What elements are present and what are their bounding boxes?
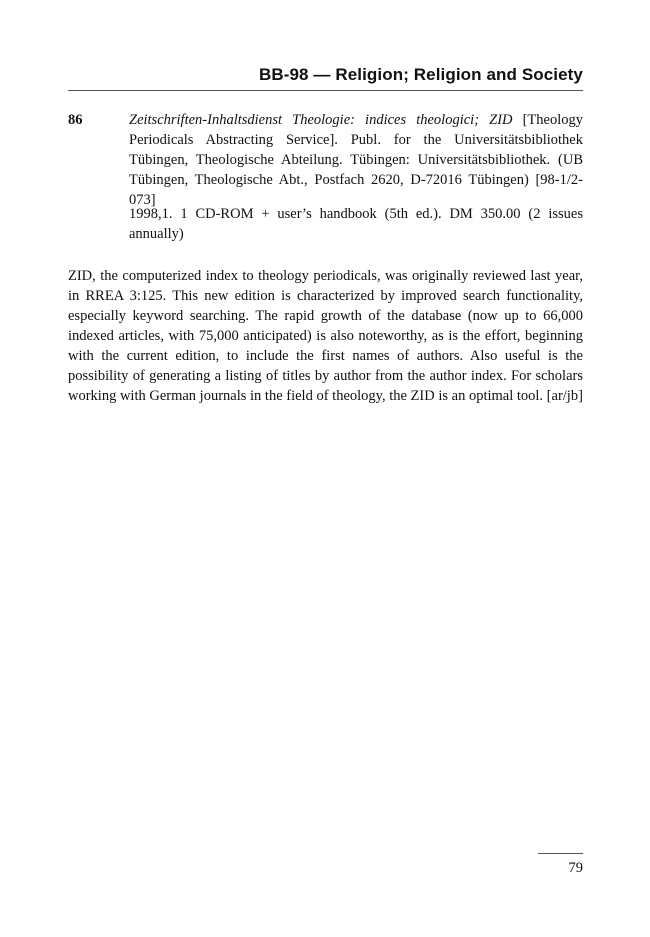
page-number: 79 <box>568 860 583 876</box>
entry-details: 1998,1. 1 CD-ROM + user’s handbook (5th ed.). DM 350.00 (2 issues annually) <box>129 206 583 242</box>
review-text: ZID, the computerized index to theology periodicals, was originally reviewed last year, in RREA 3:125. This new edition is characterized by improved search functionality, especially keyword searching. The rapid growth of the database (now up to 66,000 indexed articles, with 75,000 anticipated) is also noteworthy, as is the effort, beginning with the current edition, to include the first names of authors. Also useful is the possibility of generating a listing of titles by author from the author index. For scholars working with German journals in the field of theology, the ZID is an optimal tool. [ar/jb] <box>68 268 583 404</box>
footer-rule <box>538 853 583 854</box>
entry-number: 86 <box>68 112 83 128</box>
entry-citation <box>129 110 583 210</box>
header-rule <box>68 90 583 91</box>
entry-citation-rest: [Theology Periodicals Abstracting Service]. Publ. for the Universitätsbibliothek Tübingen, Theologische Abteilung. Tübingen: Universitätsbibliothek. (UB Tübingen, Theologische Abt., Postfach 2620, D-72016 Tübingen) [98-1/2-073] <box>129 112 583 208</box>
running-header: BB-98 — Religion; Religion and Society <box>258 65 583 84</box>
entry-title: Zeitschriften-Inhaltsdienst Theologie: indices theologici; ZID <box>129 112 513 128</box>
